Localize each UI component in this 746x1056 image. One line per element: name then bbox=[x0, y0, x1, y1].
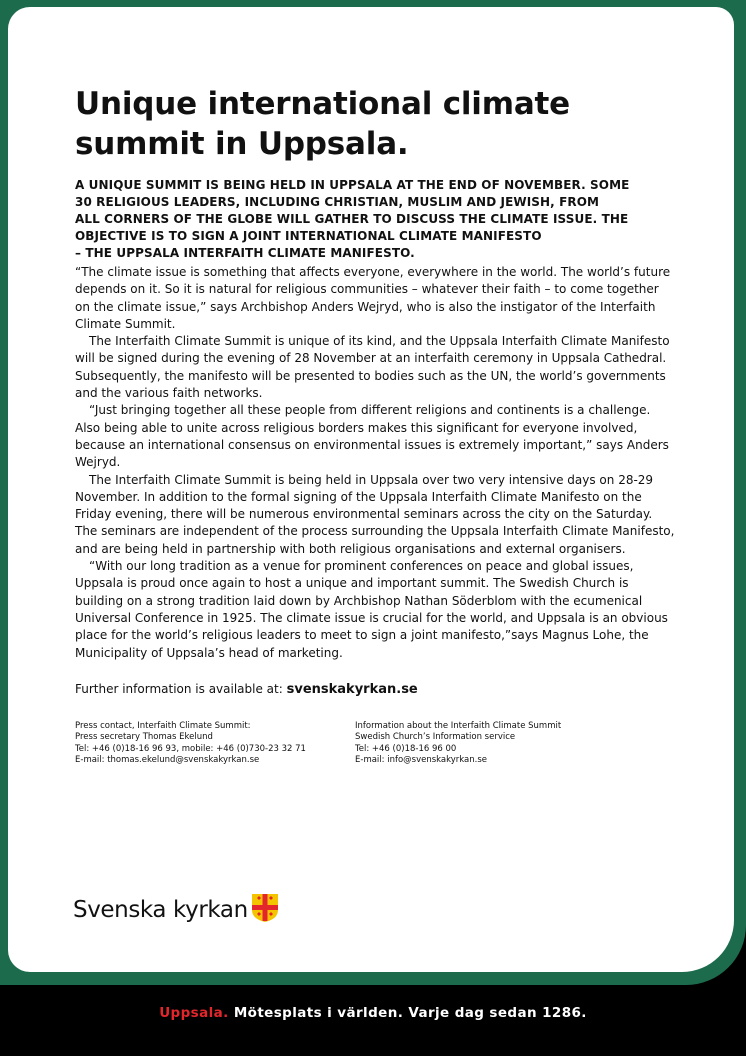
svenska-kyrkan-logo bbox=[73, 893, 279, 927]
page-title bbox=[75, 84, 675, 164]
contact-line: Swedish Church’s Information service bbox=[355, 732, 516, 743]
lead-line: 30 RELIGIOUS LEADERS, INCLUDING CHRISTIAN, MUSLIM AND JEWISH, FROM bbox=[75, 195, 600, 209]
further-info bbox=[75, 681, 675, 698]
body-paragraph: The Interfaith Climate Summit is being held in Uppsala over two very intensive days on 28-29 November. In addition to the formal signing of the Uppsala Interfaith Climate Manifesto on the Friday evening, there will be numerous environmental seminars across the city on the Saturday. The seminars are independent of the process surrounding the Uppsala Interfaith Climate Manifesto, and are being held in partnership with both religious organisations and external organisers. bbox=[75, 472, 675, 556]
article-body bbox=[75, 264, 675, 662]
crown-cross-shield-icon bbox=[251, 893, 279, 927]
footer-slogan: Mötesplats i världen. Varje dag sedan 1286. bbox=[233, 1005, 587, 1021]
contact-line: Press secretary Thomas Ekelund bbox=[75, 732, 213, 743]
further-info-link[interactable]: svenskakyrkan.se bbox=[286, 681, 418, 697]
body-paragraph: “With our long tradition as a venue for prominent conferences on peace and global issues, Uppsala is proud once again to host a unique and important summit. The Swedish Church is building on a strong tradition laid down by Archbishop Nathan Söderblom with the ecumenical Universal Conference in 1925. The climate issue is crucial for the world, and Uppsala is an obvious place for the world’s religious leaders to meet to sign a joint manifesto,”says Magnus Lohe, the Municipality of Uppsala’s head of marketing. bbox=[75, 559, 668, 660]
contacts bbox=[75, 721, 675, 781]
footer-tagline bbox=[0, 1005, 746, 1021]
contact-line: E-mail: info@svenskakyrkan.se bbox=[355, 755, 488, 766]
lead-line: OBJECTIVE IS TO SIGN A JOINT INTERNATIONAL CLIMATE MANIFESTO bbox=[75, 229, 542, 243]
body-paragraph: “The climate issue is something that affects everyone, everywhere in the world. The world’s future depends on it. So it is natural for religious communities – whatever their faith – to come together on the climate issue,” says Archbishop Anders Wejryd, who is also the instigator of the Interfaith Climate Summit. bbox=[75, 265, 671, 331]
contact-line: E-mail: thomas.ekelund@svenskakyrkan.se bbox=[75, 755, 260, 766]
contact-line: Tel: +46 (0)18-16 96 93, mobile: +46 (0)730-23 32 71 bbox=[75, 743, 306, 754]
footer-city: Uppsala. bbox=[159, 1005, 229, 1021]
logo-text: Svenska kyrkan bbox=[73, 897, 248, 923]
lead-line: ALL CORNERS OF THE GLOBE WILL GATHER TO DISCUSS THE CLIMATE ISSUE. THE bbox=[75, 212, 629, 226]
contact-line: Tel: +46 (0)18-16 96 00 bbox=[355, 743, 457, 754]
lead-line: – THE UPPSALA INTERFAITH CLIMATE MANIFESTO. bbox=[75, 246, 415, 260]
title-line-1: Unique international climate bbox=[75, 86, 571, 122]
contact-line: Information about the Interfaith Climate Summit bbox=[355, 720, 562, 731]
further-info-label: Further information is available at: bbox=[75, 681, 283, 696]
body-paragraph: The Interfaith Climate Summit is unique of its kind, and the Uppsala Interfaith Climate Manifesto will be signed during the evening of 28 November at an interfaith ceremony in Uppsala Cathedral. Subsequently, the manifesto will be presented to bodies such as the UN, the world’s governments and the various faith networks. bbox=[75, 334, 670, 401]
lead-line: A UNIQUE SUMMIT IS BEING HELD IN UPPSALA AT THE END OF NOVEMBER. SOME bbox=[75, 178, 630, 192]
information-contact bbox=[355, 721, 561, 767]
title-line-2: summit in Uppsala. bbox=[75, 126, 409, 162]
article bbox=[75, 84, 675, 781]
body-paragraph: “Just bringing together all these people from different religions and continents is a challenge. Also being able to unite across religious borders makes this significant for everyone involved, because an international consensus on environmental issues is extremely important,” says Anders Wejryd. bbox=[75, 403, 669, 470]
contact-line: Press contact, Interfaith Climate Summit: bbox=[75, 720, 251, 731]
lead-paragraph bbox=[75, 177, 675, 262]
press-contact bbox=[75, 721, 306, 767]
